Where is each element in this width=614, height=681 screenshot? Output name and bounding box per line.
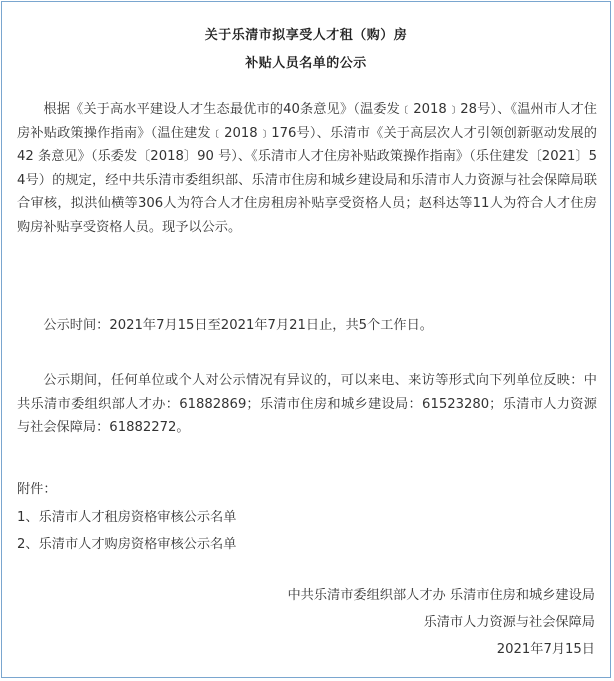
signature-date: 2021年7月15日 bbox=[496, 642, 595, 657]
signature-hr-bureau: 乐清市人力资源与社会保障局 bbox=[423, 615, 595, 630]
notice-title-line1: 关于乐清市拟享受人才租（购）房 bbox=[204, 28, 408, 43]
signature-issuers: 中共乐清市委组织部人才办 乐清市住房和城乡建设局 bbox=[287, 588, 595, 603]
attachment-item-purchase-list[interactable]: 2、乐清市人才购房资格审核公示名单 bbox=[17, 537, 237, 552]
attachment-item-rent-list[interactable]: 1、乐清市人才租房资格审核公示名单 bbox=[17, 510, 237, 525]
notice-title-line2: 补贴人员名单的公示 bbox=[245, 56, 367, 71]
body-paragraph-period: 公示时间：2021年7月15日至2021年7月21日止，共5个工作日。 bbox=[43, 318, 433, 333]
body-paragraph-basis: 根据《关于高水平建设人才生态最优市的40条意见》（温委发﹝2018﹞28号）、《温州市人才住房补贴政策操作指南》（温住建发﹝2018﹞176号）、乐清市《关于高层次人才引领创新驱动发展的42 条意见》（乐委发〔2018〕90 号）、《乐清市人才住房补贴政策操作指南》（乐住建发〔2021〕54号）的规定，经中共乐清市委组织部、乐清市住房和城乡建设局和乐清市人力资源与社会保障局联合审核，拟洪仙横等306人为符合人才住房租房补贴享受资格人员；赵科达等11人为符合人才住房购房补贴享受资格人员。现予以公示。 bbox=[17, 102, 597, 235]
body-paragraph-contact: 公示期间，任何单位或个人对公示情况有异议的，可以来电、来访等形式向下列单位反映：中共乐清市委组织部人才办：61882869；乐清市住房和城乡建设局：61523280；乐清市人力资源与社会保障局：61882272。 bbox=[17, 373, 597, 435]
attachments-heading: 附件： bbox=[17, 482, 57, 497]
